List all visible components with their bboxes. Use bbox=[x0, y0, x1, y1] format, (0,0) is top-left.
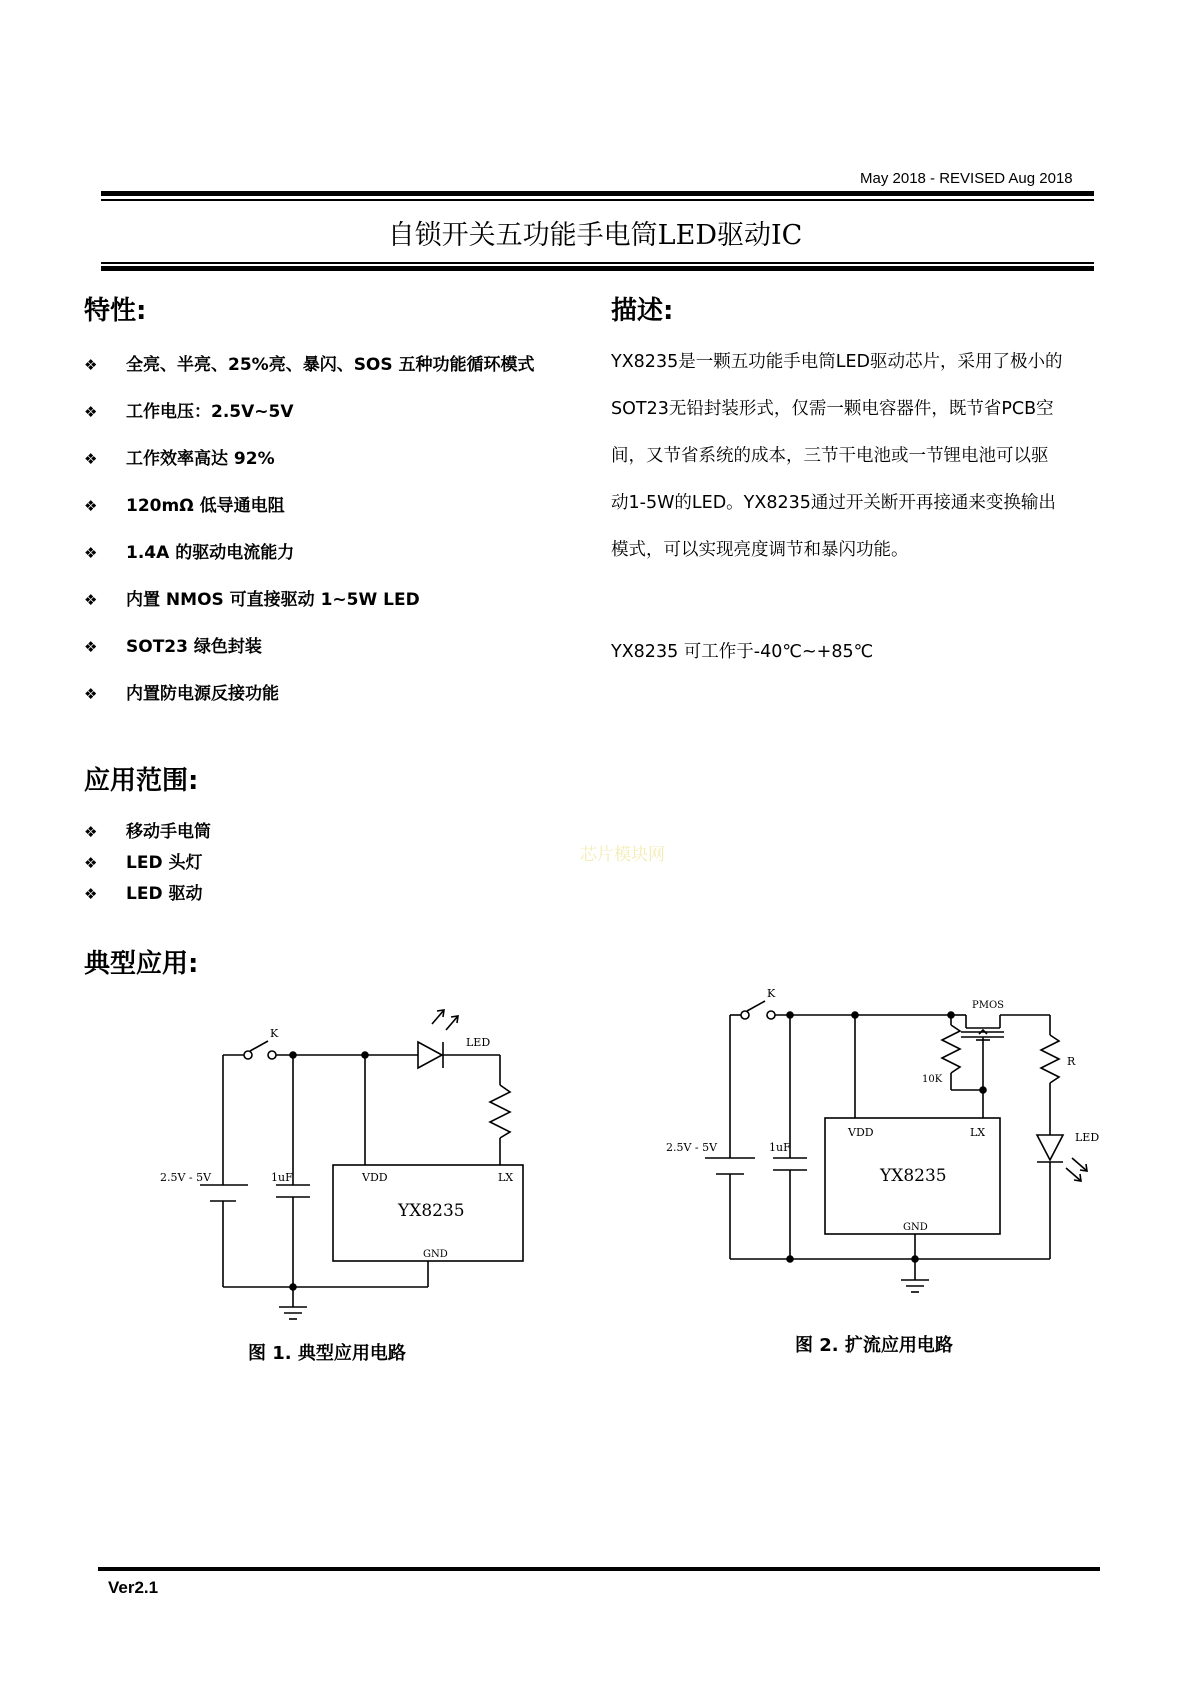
feature-item: ❖ 1.4A 的驱动电流能力 bbox=[84, 543, 295, 563]
fig1-switch-label: K bbox=[270, 1027, 279, 1040]
figure2-circuit-diagram bbox=[660, 975, 1100, 1315]
applications-list bbox=[84, 817, 604, 917]
bullet-icon: ❖ bbox=[84, 450, 98, 468]
bullet-icon: ❖ bbox=[84, 403, 98, 421]
revision-date: May 2018 - REVISED Aug 2018 bbox=[860, 170, 1073, 187]
description-line: YX8235是一颗五功能手电筒LED驱动芯片，采用了极小的 bbox=[611, 352, 1063, 372]
feature-item: ❖ 内置 NMOS 可直接驱动 1~5W LED bbox=[84, 590, 420, 610]
figure2-caption: 图 2. 扩流应用电路 bbox=[795, 1335, 953, 1356]
fig1-vdd-pin: VDD bbox=[362, 1171, 388, 1184]
feature-item: ❖ 全亮、半亮、25%亮、暴闪、SOS 五种功能循环模式 bbox=[84, 355, 535, 375]
fig2-10k-label: 10K bbox=[922, 1074, 943, 1085]
fig1-chip-name: YX8235 bbox=[398, 1201, 465, 1221]
fig2-capacitor-label: 1uF bbox=[769, 1141, 791, 1154]
fig1-led-label: LED bbox=[466, 1036, 491, 1049]
typical-application-heading: 典型应用: bbox=[84, 949, 199, 979]
bullet-icon: ❖ bbox=[84, 885, 98, 903]
features-heading: 特性: bbox=[84, 296, 147, 326]
fig2-gnd-pin: GND bbox=[903, 1222, 928, 1233]
fig2-chip-name: YX8235 bbox=[880, 1166, 947, 1186]
title-rule-thin bbox=[101, 262, 1094, 264]
application-item: ❖ LED 驱动 bbox=[84, 884, 203, 904]
figure1-caption: 图 1. 典型应用电路 bbox=[248, 1343, 406, 1364]
fig1-supply-label: 2.5V - 5V bbox=[160, 1171, 212, 1184]
application-item: ❖ LED 头灯 bbox=[84, 853, 203, 873]
footer-rule bbox=[98, 1567, 1100, 1571]
description-line: SOT23无铅封装形式，仅需一颗电容器件，既节省PCB空 bbox=[611, 399, 1054, 419]
header-rule-thin bbox=[101, 199, 1094, 201]
fig2-supply-label: 2.5V - 5V bbox=[666, 1141, 718, 1154]
applications-heading: 应用范围: bbox=[84, 766, 199, 796]
temperature-range: YX8235 可工作于-40℃~+85℃ bbox=[611, 642, 874, 662]
bullet-icon: ❖ bbox=[84, 591, 98, 609]
fig2-vdd-pin: VDD bbox=[848, 1126, 874, 1139]
fig1-lx-pin: LX bbox=[498, 1171, 514, 1184]
header-rule-thick bbox=[101, 191, 1094, 196]
fig1-capacitor-label: 1uF bbox=[271, 1171, 293, 1184]
description-heading: 描述: bbox=[611, 296, 674, 326]
fig2-lx-pin: LX bbox=[970, 1126, 986, 1139]
feature-item: ❖ 120mΩ 低导通电阻 bbox=[84, 496, 285, 516]
feature-item: ❖ SOT23 绿色封装 bbox=[84, 637, 262, 657]
bullet-icon: ❖ bbox=[84, 854, 98, 872]
document-title: 自锁开关五功能手电筒LED驱动IC bbox=[387, 220, 803, 251]
bullet-icon: ❖ bbox=[84, 544, 98, 562]
watermark: 芯片模块网 bbox=[580, 845, 665, 865]
feature-item: ❖ 内置防电源反接功能 bbox=[84, 684, 279, 704]
version-label: Ver2.1 bbox=[108, 1578, 159, 1597]
application-item: ❖ 移动手电筒 bbox=[84, 822, 211, 842]
fig2-led-label: LED bbox=[1075, 1131, 1100, 1144]
features-list bbox=[84, 350, 604, 710]
bullet-icon: ❖ bbox=[84, 685, 98, 703]
description-line: 模式，可以实现亮度调节和暴闪功能。 bbox=[611, 540, 909, 560]
feature-item: ❖ 工作电压：2.5V~5V bbox=[84, 402, 294, 422]
description-line: 间，又节省系统的成本，三节干电池或一节锂电池可以驱 bbox=[611, 446, 1049, 466]
bullet-icon: ❖ bbox=[84, 823, 98, 841]
figure1-circuit-diagram bbox=[140, 995, 560, 1335]
feature-item: ❖ 工作效率高达 92% bbox=[84, 449, 275, 469]
bullet-icon: ❖ bbox=[84, 356, 98, 374]
fig1-gnd-pin: GND bbox=[423, 1249, 448, 1260]
title-rule-thick bbox=[101, 266, 1094, 271]
bullet-icon: ❖ bbox=[84, 497, 98, 515]
fig2-r-label: R bbox=[1067, 1055, 1076, 1068]
fig2-switch-label: K bbox=[767, 987, 776, 1000]
description-line: 动1-5W的LED。YX8235通过开关断开再接通来变换输出 bbox=[611, 493, 1056, 513]
bullet-icon: ❖ bbox=[84, 638, 98, 656]
fig2-pmos-label: PMOS bbox=[972, 1000, 1005, 1011]
